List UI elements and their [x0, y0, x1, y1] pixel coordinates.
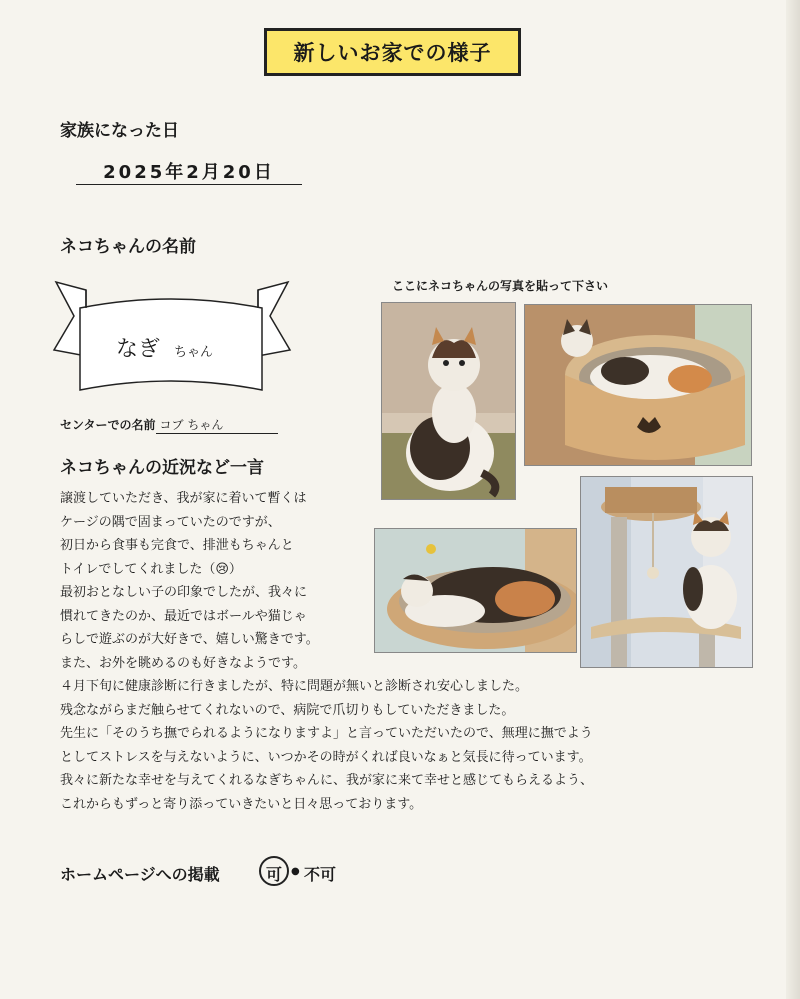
- message-line: 譲渡していただき、我が家に着いて暫くは: [60, 491, 307, 506]
- message-label: ネコちゃんの近況など一言: [60, 458, 264, 478]
- center-name-label: センターでの名前: [60, 418, 156, 432]
- message-line: 先生に「そのうち撫でられるようになりますよ」と言っていただいたので、無理に撫でよう: [60, 726, 593, 741]
- page-title-text: 新しいお家での様子: [293, 41, 492, 65]
- cat-photo-in-bed: [524, 304, 752, 466]
- center-name-row: [60, 416, 278, 434]
- message-line: 残念ながらまだ触らせてくれないので、病院で爪切りもしていただきました。: [60, 702, 515, 718]
- message-line: 慣れてきたのか、最近ではボールや猫じゃ: [60, 608, 307, 624]
- message-line: トイレでしてくれました（😢）: [60, 561, 242, 577]
- photo-instruction: ここにネコちゃんの写真を貼って下さい: [392, 279, 609, 293]
- message-line: ケージの隅で固まっていたのですが、: [60, 514, 281, 530]
- message-line: 我々に新たな幸せを与えてくれるなぎちゃんに、我が家に来て幸せと感じてもらえるよう、: [60, 773, 594, 788]
- center-name-value: コブ ちゃん: [156, 416, 278, 434]
- message-line: また、お外を眺めるのも好きなようです。: [60, 655, 306, 671]
- cat-name-value: なぎ: [116, 337, 161, 362]
- adoption-date-value: 2025年2月20日: [76, 158, 302, 185]
- adoption-date-label: 家族になった日: [60, 121, 179, 141]
- message-line: 初日から食事も完食で、排泄もちゃんと: [60, 538, 294, 553]
- cat-name-label: ネコちゃんの名前: [60, 237, 196, 257]
- message-line: らしで遊ぶのが大好きで、嬉しい驚きです。: [60, 632, 319, 647]
- option-separator-dot: ●: [291, 866, 300, 877]
- message-line: これからもずっと寄り添っていきたいと日々思っております。: [60, 796, 423, 812]
- cat-photo-sitting: [381, 302, 516, 500]
- message-line: としてストレスを与えないように、いつかその時がくれば良いなぁと気長に待っています。: [60, 749, 592, 765]
- cat-name: [116, 332, 213, 363]
- message-line: 最初おとなしい子の印象でしたが、我々に: [60, 585, 308, 600]
- homepage-option-no[interactable]: 不可: [304, 865, 337, 884]
- homepage-permission-label: ホームページへの掲載: [60, 865, 220, 884]
- cat-photo-tower: [580, 476, 753, 668]
- message-line: ４月下旬に健康診断に行きましたが、特に問題が無いと診断され安心しました。: [60, 679, 529, 694]
- page-title: [264, 28, 521, 76]
- paper-edge: [786, 0, 800, 999]
- message-body: [60, 487, 593, 816]
- homepage-option-yes[interactable]: 可: [266, 865, 283, 884]
- cat-name-suffix: ちゃん: [174, 345, 214, 360]
